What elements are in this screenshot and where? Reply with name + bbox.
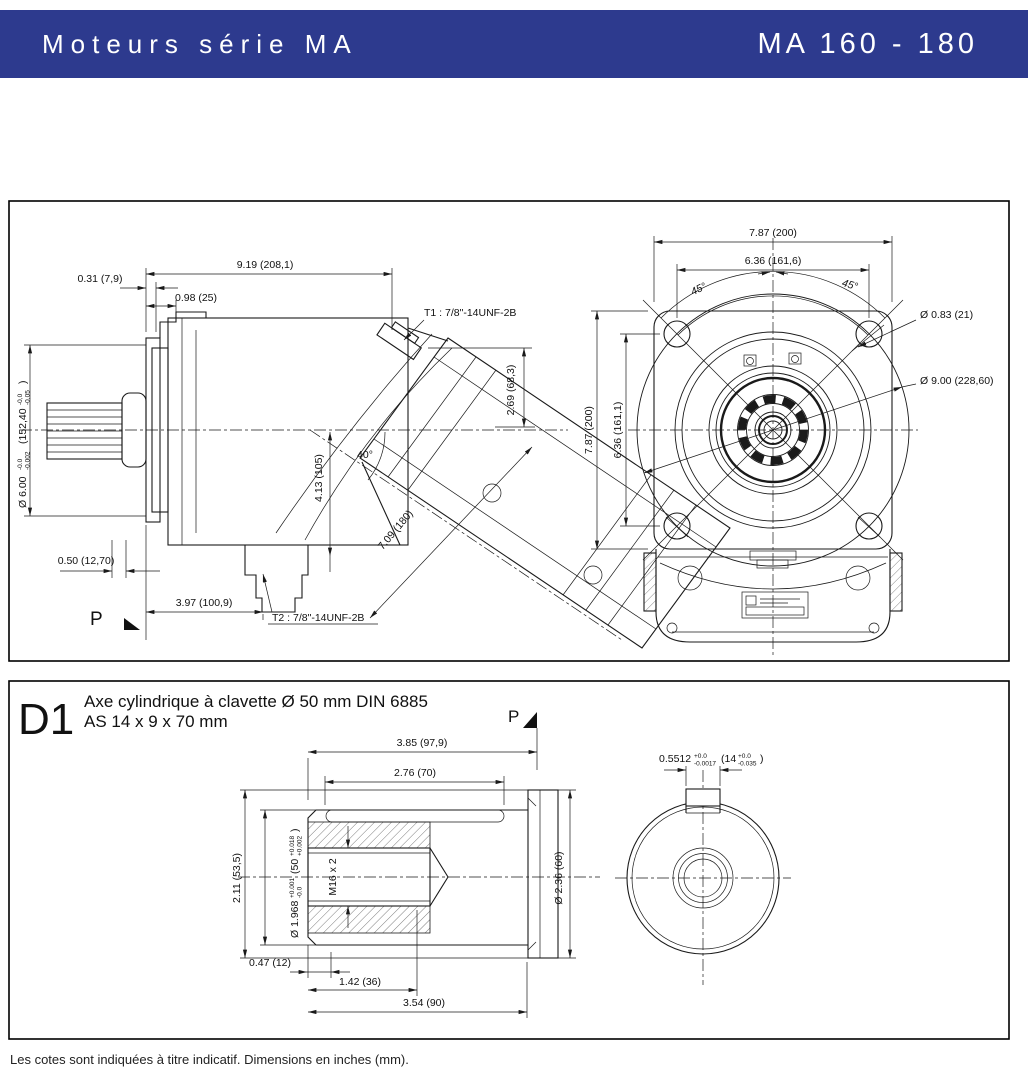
svg-text:): ) (760, 753, 764, 765)
svg-text:-0.002: -0.002 (24, 451, 32, 470)
dim-211: 2.11 (53,5) (231, 852, 243, 904)
angle-45-left: 45° (688, 280, 709, 299)
svg-text:+0.0: +0.0 (694, 753, 707, 760)
svg-text:-0,0: -0,0 (17, 393, 24, 405)
svg-text:+0.002: +0.002 (296, 835, 304, 856)
dim-354: 3.54 (90) (402, 997, 446, 1009)
dim-397: 3.97 (100,9) (175, 597, 233, 609)
front-view-motor (628, 238, 918, 658)
dim-236: Ø 2.36 (60) (553, 851, 565, 905)
svg-text:): ) (289, 828, 301, 832)
dim-pilot-dia: Ø 9.00 (228,60) (920, 375, 994, 387)
d1-code: D1 (18, 695, 75, 744)
svg-text:-0.0: -0.0 (296, 886, 304, 898)
svg-text:0.5512: 0.5512 (659, 753, 692, 765)
dim-709: 7.09 (180) (375, 507, 416, 553)
dim-413: 4.13 (105) (313, 454, 325, 502)
svg-text:(14: (14 (721, 753, 737, 765)
footer-note: Les cotes sont indiquées à titre indicatif. Dimensions en inches (mm). (10, 1052, 409, 1067)
dim-142: 1.42 (36) (338, 976, 382, 988)
dim-098: 0.98 (25) (174, 292, 218, 304)
overall-dimensions-drawing (8, 200, 1010, 662)
model-range: MA 160 - 180 (757, 27, 978, 60)
dim-787-left: 7.87 (200) (583, 406, 595, 454)
d1-desc-line2: AS 14 x 9 x 70 mm (84, 712, 228, 731)
d1-p-arrow (523, 712, 537, 728)
svg-text:+0.0: +0.0 (738, 753, 751, 760)
svg-text:+0.018: +0.018 (289, 835, 296, 856)
dim-919: 9.19 (208,1) (236, 259, 294, 271)
d1-shaft-end-view (615, 753, 791, 985)
front-view-dimensions (583, 227, 994, 549)
dim-031: 0.31 (7,9) (77, 273, 123, 285)
side-view-motor (20, 312, 730, 648)
dim-385: 3.85 (97,9) (396, 737, 448, 749)
svg-text:-0.0017: -0.0017 (694, 760, 717, 768)
svg-text:Ø 6.00: Ø 6.00 (17, 476, 29, 508)
d1-desc-line1: Axe cylindrique à clavette Ø 50 mm DIN 6885 (84, 692, 428, 711)
d1-shaft-dimensions (231, 737, 576, 1018)
bent-axis-block (360, 338, 730, 648)
port-t2-label: T2 : 7/8"-14UNF-2B (272, 612, 365, 624)
dim-thread: M16 x 2 (327, 858, 339, 896)
dim-787-top: 7.87 (200) (749, 227, 797, 239)
dim-hole-dia: Ø 0.83 (21) (920, 309, 974, 321)
p-port-arrow (124, 618, 140, 630)
side-view-dimensions (17, 259, 535, 640)
header-bar (0, 10, 1028, 78)
svg-text:-0.0: -0.0 (17, 458, 24, 470)
dim-636-left: 6.36 (161,1) (612, 401, 624, 459)
t1-port (377, 317, 425, 359)
svg-text:+0.001: +0.001 (289, 877, 296, 898)
page-title: Moteurs série MA (42, 28, 358, 59)
d1-shaft-drawing (8, 680, 1010, 1040)
dim-276: 2.76 (70) (393, 767, 437, 779)
svg-text:(152,40: (152,40 (17, 408, 29, 444)
svg-text:(50: (50 (289, 858, 301, 874)
dim-shaft-dia (17, 381, 32, 509)
angle-45-right: 45° (840, 277, 860, 294)
dim-shaft-dia-d1 (289, 829, 304, 939)
d1-p-label: P (508, 707, 520, 726)
dim-key-width (659, 753, 764, 768)
port-t1-label: T1 : 7/8"-14UNF-2B (424, 307, 517, 319)
svg-text:-0.035: -0.035 (738, 760, 757, 768)
dim-269: 2.69 (68,3) (505, 364, 517, 416)
svg-text:-0,05: -0,05 (24, 390, 32, 405)
p-port-label: P (90, 609, 103, 630)
dim-050: 0.50 (12,70) (57, 555, 115, 567)
svg-text:Ø 1.968: Ø 1.968 (289, 900, 301, 938)
angle-40: 40° (357, 449, 373, 461)
svg-text:): ) (17, 380, 29, 384)
dim-047: 0.47 (12) (248, 957, 292, 969)
dim-636-top: 6.36 (161,6) (744, 255, 802, 267)
drawing-frame-d1 (9, 681, 1009, 1039)
